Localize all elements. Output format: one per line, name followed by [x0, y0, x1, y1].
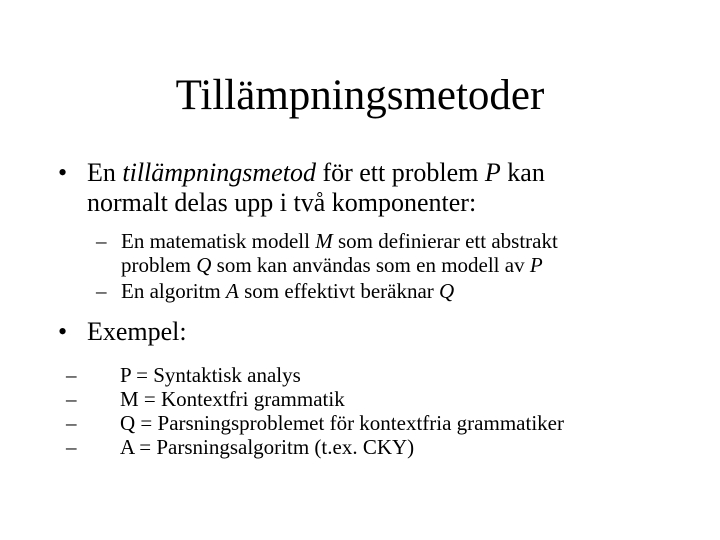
slide-title: Tillämpningsmetoder [175, 72, 545, 119]
example-item [58, 363, 698, 387]
sub-item-line1: En matematisk modell M som definierar ett abstrakt [121, 229, 558, 253]
example-text: A = Parsningsalgoritm (t.ex. CKY) [120, 435, 415, 459]
dash-icon: – [66, 411, 77, 435]
dash-icon: – [66, 435, 77, 459]
dash-icon: – [66, 387, 77, 411]
sub-item-algorithm [58, 279, 698, 303]
bullet-text: Exempel: [87, 317, 187, 346]
bullet-icon: • [58, 317, 68, 346]
dash-icon: – [96, 279, 107, 303]
example-text: Q = Parsningsproblemet för kontextfria grammatiker [120, 411, 564, 435]
sub-item-line1: En algoritm A som effektivt beräknar Q [121, 279, 455, 303]
symbol-p: P [484, 158, 501, 187]
example-item [58, 387, 698, 411]
bullet-text-line1: En tillämpningsmetod för ett problem P kan [87, 158, 545, 187]
sub-item-model [58, 229, 698, 277]
dash-icon: – [96, 229, 107, 253]
bullet-item-examples [58, 317, 698, 347]
symbol-p: P [529, 253, 543, 277]
symbol-q: Q [439, 279, 455, 303]
bullet-item-definition [58, 158, 698, 218]
bullet-text-line2: normalt delas upp i två komponenter: [87, 188, 477, 217]
dash-icon: – [66, 363, 77, 387]
sub-item-line2: problem Q som kan användas som en modell av P [121, 253, 543, 277]
example-item [58, 435, 698, 459]
example-text: P = Syntaktisk analys [120, 363, 301, 387]
symbol-q: Q [196, 253, 212, 277]
example-item [58, 411, 698, 435]
symbol-a: A [225, 279, 239, 303]
term-tillampningsmetod: tillämpningsmetod [122, 158, 316, 187]
slide-body [58, 158, 698, 459]
example-text: M = Kontextfri grammatik [120, 387, 345, 411]
bullet-icon: • [58, 158, 68, 187]
symbol-m: M [315, 229, 333, 253]
